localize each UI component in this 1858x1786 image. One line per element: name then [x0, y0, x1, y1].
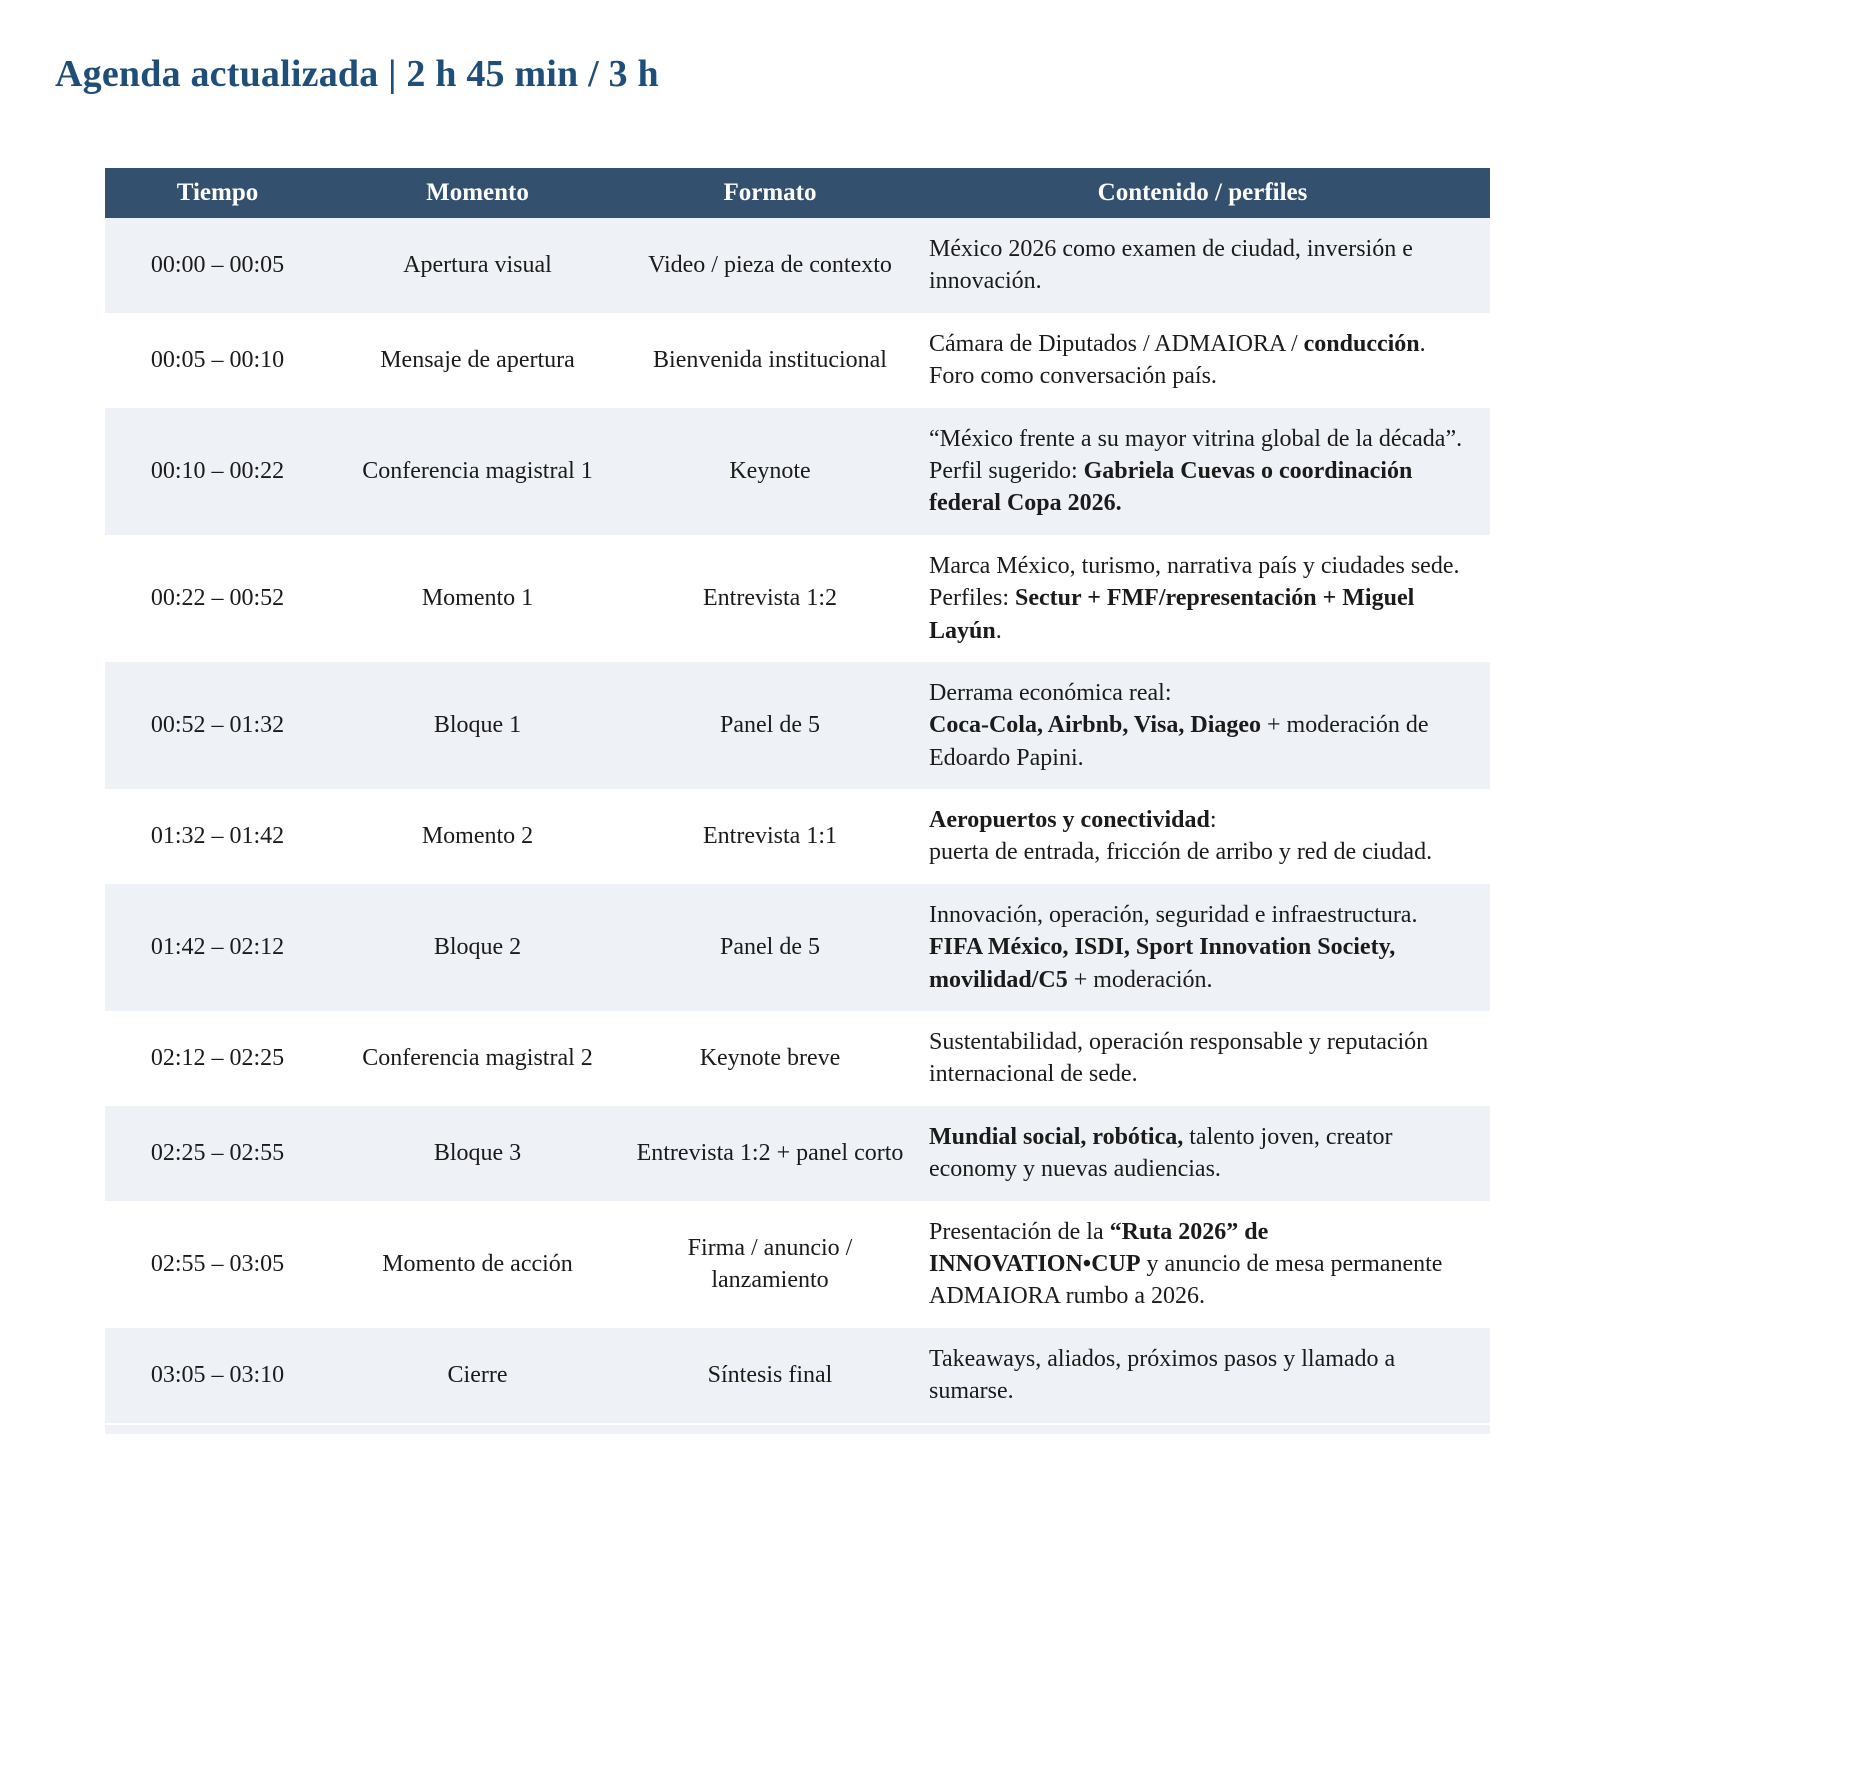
cell-tiempo: 00:22 – 00:52 — [150, 585, 285, 612]
table-row — [105, 1201, 1490, 1328]
cell-tiempo: 01:32 – 01:42 — [150, 823, 285, 850]
agenda-table-container — [105, 168, 1490, 1434]
page-title: Agenda actualizada | 2 h 45 min / 3 h — [55, 53, 659, 95]
table-row — [105, 789, 1490, 884]
content-line: “México frente a su mayor vitrina global de la década”. — [929, 425, 1463, 452]
header-row — [105, 168, 1490, 218]
content-line: Perfiles: Sectur + FMF/representación + Miguel Layún. — [929, 585, 1415, 644]
cell-momento: Bloque 2 — [433, 934, 522, 961]
partial-next-row-strip — [105, 1423, 1490, 1434]
column-header-contenido: Contenido / perfiles — [915, 168, 1490, 218]
cell-tiempo: 02:25 – 02:55 — [150, 1140, 285, 1166]
agenda-table — [105, 168, 1490, 1423]
cell-contenido — [915, 1328, 1490, 1423]
table-row — [105, 408, 1490, 535]
cell-formato: Keynote — [729, 457, 811, 484]
cell-tiempo: 02:12 – 02:25 — [150, 1045, 285, 1072]
cell-formato: Bienvenida institucional — [653, 346, 887, 373]
cell-tiempo: 00:52 – 01:32 — [150, 712, 285, 739]
content-line: Presentación de la “Ruta 2026” de INNOVATION•CUP y anuncio de mesa permanente ADMAIORA rumbo a 2026. — [929, 1218, 1443, 1310]
cell-momento: Cierre — [447, 1361, 508, 1388]
cell-momento: Momento 1 — [421, 585, 534, 612]
table-row — [105, 884, 1490, 1011]
cell-momento: Conferencia magistral 2 — [362, 1045, 593, 1072]
content-line: Mundial social, robótica, talento joven, creator economy y nuevas audiencias. — [929, 1123, 1393, 1183]
content-line: México 2026 como examen de ciudad, inversión e innovación. — [929, 236, 1413, 295]
cell-formato: Entrevista 1:2 — [703, 585, 837, 612]
cell-momento: Momento de acción — [382, 1250, 573, 1277]
content-line: Derrama económica real: — [929, 679, 1172, 706]
content-line: Marca México, turismo, narrativa país y ciudades sede. — [929, 552, 1460, 579]
cell-contenido — [915, 1011, 1490, 1106]
cell-contenido — [915, 789, 1490, 884]
cell-contenido — [915, 1106, 1490, 1201]
content-line: Coca-Cola, Airbnb, Visa, Diageo + moderación de Edoardo Papini. — [929, 712, 1429, 771]
cell-contenido — [915, 535, 1490, 662]
content-line: FIFA México, ISDI, Sport Innovation Society, movilidad/C5 + moderación. — [929, 934, 1396, 993]
table-row — [105, 1011, 1490, 1106]
cell-momento: Momento 2 — [421, 823, 534, 850]
cell-contenido — [915, 218, 1490, 313]
cell-tiempo: 00:10 – 00:22 — [150, 457, 285, 484]
cell-tiempo: 00:00 – 00:05 — [150, 252, 285, 279]
agenda-table-body — [105, 218, 1490, 1423]
table-row — [105, 1106, 1490, 1201]
cell-formato: Video / pieza de contexto — [648, 252, 892, 279]
table-row — [105, 218, 1490, 313]
cell-formato: Keynote breve — [699, 1045, 841, 1072]
cell-contenido — [915, 313, 1490, 408]
table-row — [105, 535, 1490, 662]
cell-formato: Síntesis final — [707, 1361, 833, 1388]
agenda-table-header — [105, 168, 1490, 218]
cell-tiempo: 00:05 – 00:10 — [150, 346, 285, 373]
column-header-momento: Momento — [330, 168, 625, 218]
column-header-tiempo: Tiempo — [105, 168, 330, 218]
cell-contenido — [915, 884, 1490, 1011]
content-line: Perfil sugerido: Gabriela Cuevas o coordinación federal Copa 2026. — [929, 457, 1413, 517]
table-row — [105, 662, 1490, 789]
table-row — [105, 1328, 1490, 1423]
cell-momento: Bloque 1 — [433, 712, 522, 739]
cell-tiempo: 02:55 – 03:05 — [150, 1250, 285, 1277]
cell-contenido — [915, 662, 1490, 789]
content-line: Sustentabilidad, operación responsable y reputación internacional de sede. — [929, 1029, 1429, 1088]
content-line: Cámara de Diputados / ADMAIORA / conducción. — [929, 330, 1426, 357]
cell-momento: Apertura visual — [403, 252, 552, 279]
cell-tiempo: 03:05 – 03:10 — [150, 1361, 285, 1388]
cell-formato: Entrevista 1:2 + panel corto — [636, 1140, 904, 1166]
cell-formato: Firma / anuncio / lanzamiento — [687, 1234, 853, 1294]
cell-momento: Mensaje de apertura — [380, 346, 575, 373]
content-line: puerta de entrada, fricción de arribo y red de ciudad. — [929, 839, 1433, 866]
content-line: Foro como conversación país. — [929, 363, 1217, 390]
cell-momento: Conferencia magistral 1 — [362, 457, 593, 484]
column-header-formato: Formato — [625, 168, 915, 218]
cell-tiempo: 01:42 – 02:12 — [150, 934, 285, 961]
content-line: Innovación, operación, seguridad e infraestructura. — [929, 901, 1418, 928]
cell-contenido — [915, 1201, 1490, 1328]
cell-formato: Panel de 5 — [720, 712, 820, 739]
content-line: Takeaways, aliados, próximos pasos y llamado a sumarse. — [929, 1345, 1396, 1405]
cell-contenido — [915, 408, 1490, 535]
content-line: Aeropuertos y conectividad: — [929, 807, 1217, 834]
cell-formato: Entrevista 1:1 — [703, 823, 837, 850]
table-row — [105, 313, 1490, 408]
cell-formato: Panel de 5 — [720, 934, 820, 961]
cell-momento: Bloque 3 — [433, 1140, 522, 1166]
